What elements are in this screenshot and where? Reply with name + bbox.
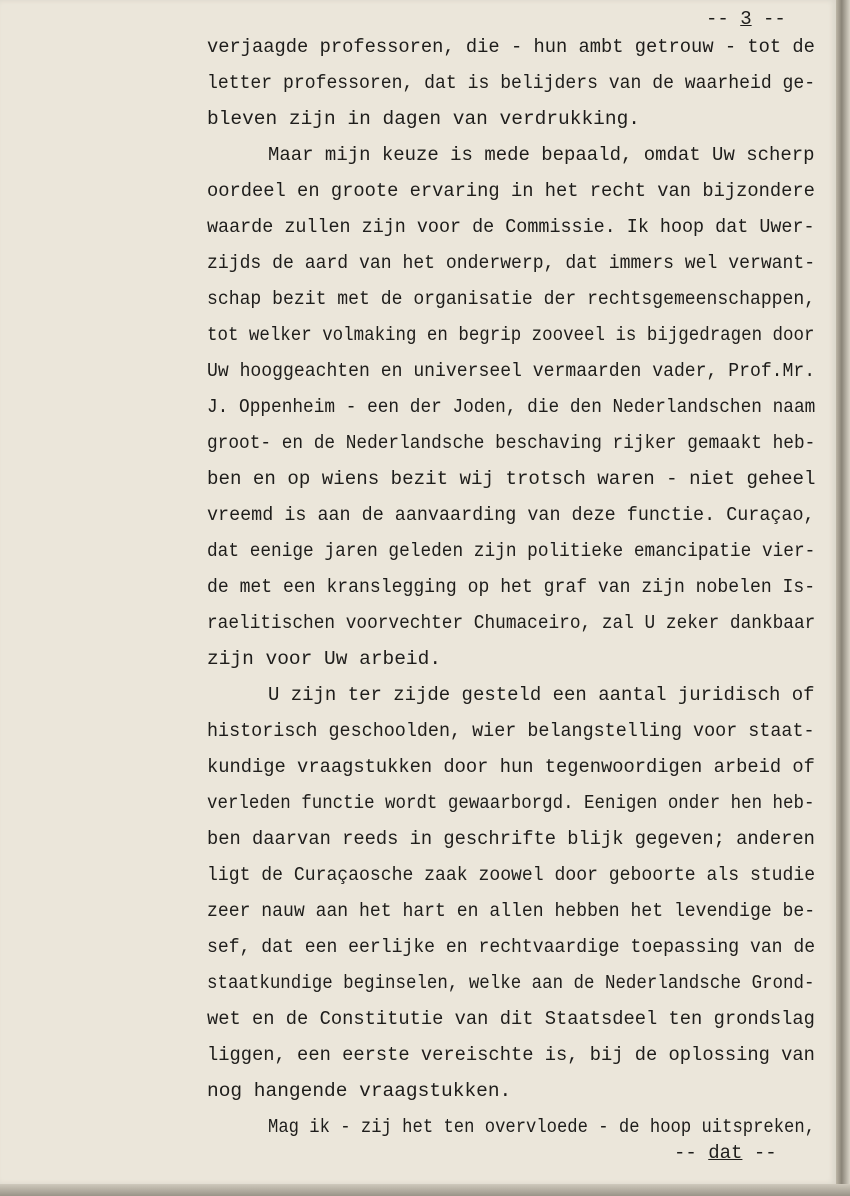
page-edge-bottom	[0, 1184, 850, 1196]
text-line: dat eenige jaren geleden zijn politieke emancipatie vier-	[207, 540, 816, 562]
catchword	[674, 1142, 777, 1164]
page-number-value: 3	[740, 8, 752, 30]
text-line: zijds de aard van het onderwerp, dat immers wel verwant-	[207, 252, 816, 274]
text-line: de met een kranslegging op het graf van zijn nobelen Is-	[207, 576, 816, 598]
text-line: Mag ik - zij het ten overvloede - de hoop uitspreken,	[268, 1116, 816, 1138]
text-line: bleven zijn in dagen van verdrukking.	[207, 108, 640, 130]
text-line: zijn voor Uw arbeid.	[207, 648, 442, 670]
page-edge-right	[836, 0, 850, 1196]
text-line: ben en op wiens bezit wij trotsch waren - niet geheel	[207, 468, 816, 490]
text-line: tot welker volmaking en begrip zooveel is bijgedragen door	[207, 324, 815, 346]
page-number	[706, 8, 786, 30]
text-line: sef, dat een eerlijke en rechtvaardige toepassing van de	[207, 936, 816, 958]
text-line: wet en de Constitutie van dit Staatsdeel ten grondslag	[207, 1008, 815, 1030]
text-line: ligt de Curaçaosche zaak zoowel door geboorte als studie	[207, 864, 816, 886]
text-line: historisch geschoolden, wier belangstelling voor staat-	[207, 720, 815, 742]
text-line: verleden functie wordt gewaarborgd. Eenigen onder hen heb-	[207, 792, 815, 814]
text-line: liggen, een eerste vereischte is, bij de oplossing van	[207, 1044, 815, 1066]
text-line: nog hangende vraagstukken.	[207, 1080, 512, 1102]
text-line: raelitischen voorvechter Chumaceiro, zal U zeker dankbaar	[207, 612, 816, 634]
text-line: Maar mijn keuze is mede bepaald, omdat Uw scherp	[268, 144, 815, 166]
text-line: staatkundige beginselen, welke aan de Nederlandsche Grond-	[207, 972, 815, 994]
text-line: oordeel en groote ervaring in het recht van bijzondere	[207, 180, 815, 202]
text-line: zeer nauw aan het hart en allen hebben het levendige be-	[207, 900, 816, 922]
text-line: ben daarvan reeds in geschrifte blijk gegeven; anderen	[207, 828, 815, 850]
text-line: schap bezit met de organisatie der rechtsgemeenschappen,	[207, 288, 816, 310]
text-line: groot- en de Nederlandsche beschaving rijker gemaakt heb-	[207, 432, 816, 454]
text-line: letter professoren, dat is belijders van de waarheid ge-	[207, 72, 816, 94]
text-line: Uw hooggeachten en universeel vermaarden vader, Prof.Mr.	[207, 360, 816, 382]
text-line: U zijn ter zijde gesteld een aantal juridisch of	[268, 684, 815, 706]
text-line: J. Oppenheim - een der Joden, die den Nederlandschen naam	[207, 396, 816, 418]
text-line: vreemd is aan de aanvaarding van deze functie. Curaçao,	[207, 504, 815, 526]
text-line: verjaagde professoren, die - hun ambt getrouw - tot de	[207, 36, 815, 58]
text-line: waarde zullen zijn voor de Commissie. Ik hoop dat Uwer-	[207, 216, 815, 238]
catchword-prefix: --	[674, 1142, 709, 1164]
page-number-suffix: --	[751, 8, 786, 30]
text-line: kundige vraagstukken door hun tegenwoordigen arbeid of	[207, 756, 815, 778]
page-number-prefix: --	[706, 8, 741, 30]
catchword-value: dat	[708, 1142, 743, 1164]
catchword-suffix: --	[742, 1142, 777, 1164]
